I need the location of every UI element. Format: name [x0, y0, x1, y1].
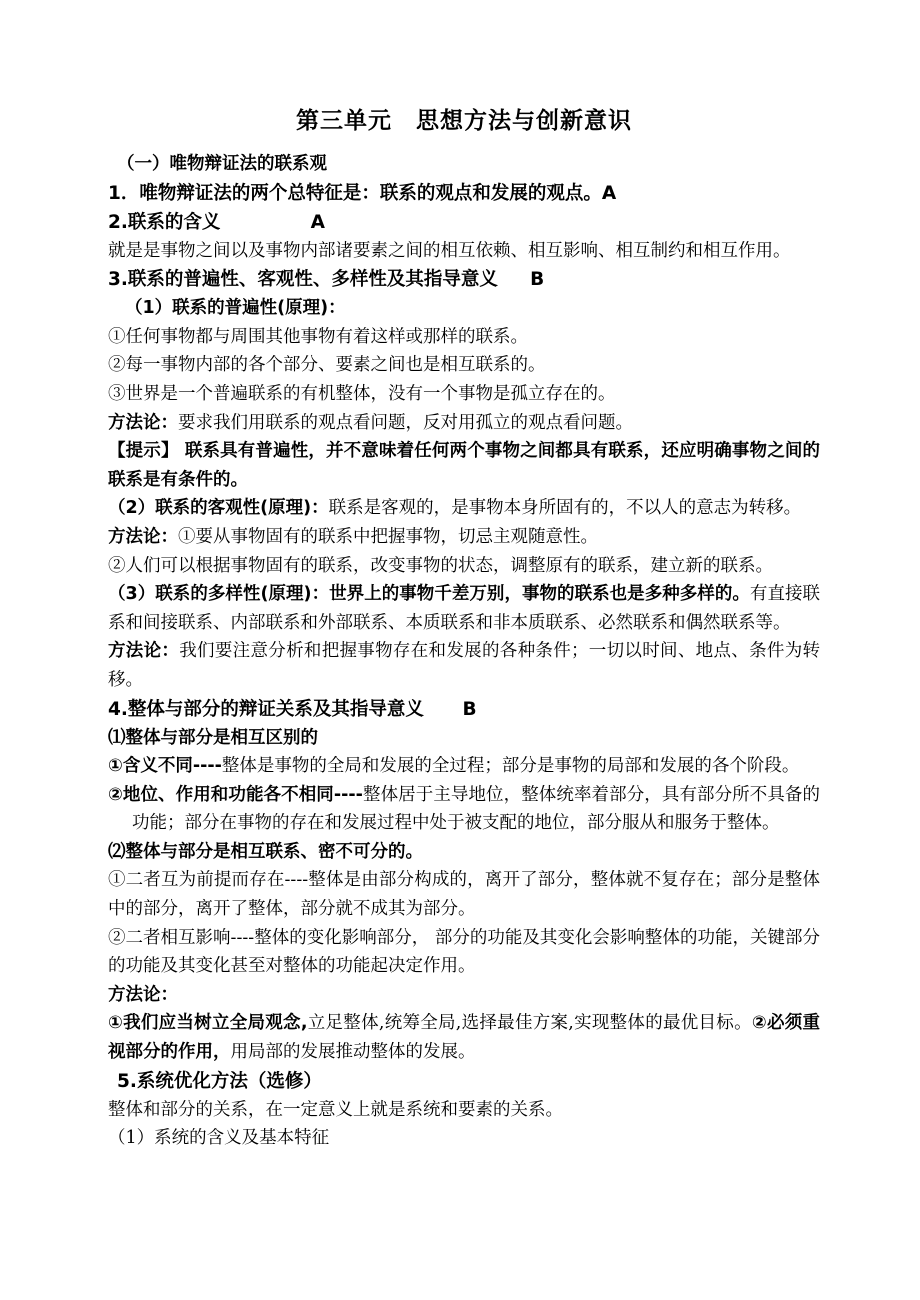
body-text-4-1-a-label: ①含义不同---- [108, 756, 222, 777]
body-text-3-2-b: ②人们可以根据事物固有的联系，改变事物的状态，调整原有的联系，建立新的联系。 [108, 555, 773, 576]
methodology-3-3 [108, 637, 820, 694]
subheading-4-2: ⑵整体与部分是相互联系、密不可分的。 [108, 841, 423, 862]
heading-item-3: 3.联系的普遍性、客观性、多样性及其指导意义 B [108, 269, 545, 291]
methodology-4-item2-text: 用局部的发展推动整体的发展。 [230, 1042, 476, 1063]
subheading-3-1: （1）联系的普遍性(原理)： [125, 298, 346, 319]
methodology-text: 我们要注意分析和把握事物存在和发展的各种条件；一切以时间、地点、条件为转移。 [108, 641, 821, 690]
subheading-4-1: ⑴整体与部分是相互区别的 [108, 727, 318, 748]
methodology-3-1 [108, 409, 820, 438]
body-text-4-1-b [108, 781, 820, 838]
methodology-4-item1-label: ①我们应当树立全局观念, [108, 1013, 308, 1034]
page-title: 第三单元 思想方法与创新意识 [296, 108, 632, 134]
methodology-label: 方法论： [108, 412, 178, 433]
subheading-5-1: （1）系统的含义及基本特征 [108, 1128, 330, 1149]
body-text-lianxi-definition: 就是是事物之间以及事物内部诸要素之间的相互依赖、相互影响、相互制约和相互作用。 [108, 240, 791, 261]
subheading-3-2-text: 联系是客观的，是事物本身所固有的，不以人的意志为转移。 [328, 498, 802, 519]
heading-item-2: 2.联系的含义 A [108, 211, 325, 233]
methodology-heading-4: 方法论： [108, 984, 178, 1005]
document-body [108, 104, 820, 1153]
body-text-4-2-a: ①二者互为前提而存在----整体是由部分构成的，离开了部分，整体就不复存在；部分是整体中的部分，离开了整体，部分就不成其为部分。 [108, 870, 820, 920]
subheading-3-3-label: （3）联系的多样性(原理)：世界上的事物千差万别，事物的联系也是多种多样的。 [108, 584, 750, 605]
tip-callout-universality: 【提示】 联系具有普遍性，并不意味着任何两个事物之间都具有联系，还应明确事物之间的联系是有条件的。 [108, 441, 820, 490]
body-text-3-1-c: ③世界是一个普遍联系的有机整体，没有一个事物是孤立存在的。 [108, 383, 616, 404]
body-text-4-1-b-label: ②地位、作用和功能各不相同---- [108, 784, 363, 805]
subheading-3-2 [108, 494, 820, 523]
methodology-label: 方法论： [108, 641, 180, 662]
heading-item-5: 5.系统优化方法（选修） [117, 1070, 322, 1092]
methodology-4-item1-text: 立足整体,统筹全局,选择最佳方案,实现整体的最优目标。 [307, 1013, 752, 1034]
subheading-3-3 [108, 580, 820, 637]
body-text-4-1-b-text: 整体居于主导地位，整体统率着部分，具有部分所不具备的功能；部分在事物的存在和发展过程中处于被支配的地位，部分服从和服务于整体。 [132, 784, 821, 834]
methodology-4-items [108, 1009, 820, 1066]
methodology-3-2 [108, 523, 820, 552]
methodology-4-item2-label: ②必须重视部分的作用， [108, 1013, 820, 1063]
body-text-4-2-b: ②二者相互影响----整体的变化影响部分， 部分的功能及其变化会影响整体的功能，关键部分的功能及其变化甚至对整体的功能起决定作用。 [108, 927, 820, 977]
heading-item-4: 4.整体与部分的辩证关系及其指导意义 B [108, 698, 477, 720]
methodology-text: 要求我们用联系的观点看问题，反对用孤立的观点看问题。 [178, 412, 633, 433]
body-text-4-1-a-text: 整体是事物的全局和发展的全过程；部分是事物的局部和发展的各个阶段。 [221, 756, 800, 777]
section-heading-unit-one: （一）唯物辩证法的联系观 [117, 154, 327, 174]
body-text-3-1-a: ①任何事物都与周围其他事物有着这样或那样的联系。 [108, 326, 528, 347]
body-text-3-1-b: ②每一事物内部的各个部分、要素之间也是相互联系的。 [108, 355, 546, 376]
subheading-3-3-text: 有直接联系和间接联系、内部联系和外部联系、本质联系和非本质联系、必然联系和偶然联系等。 [108, 584, 821, 633]
body-text-5-intro: 整体和部分的关系，在一定意义上就是系统和要素的关系。 [108, 1099, 563, 1120]
heading-item-1: 1．唯物辩证法的两个总特征是：联系的观点和发展的观点。A [108, 182, 617, 204]
methodology-label: 方法论： [108, 526, 178, 547]
methodology-text: ①要从事物固有的联系中把握事物，切忌主观随意性。 [178, 526, 598, 547]
subheading-3-2-label: （2）联系的客观性(原理)： [108, 498, 329, 519]
body-text-4-1-a [108, 752, 820, 781]
